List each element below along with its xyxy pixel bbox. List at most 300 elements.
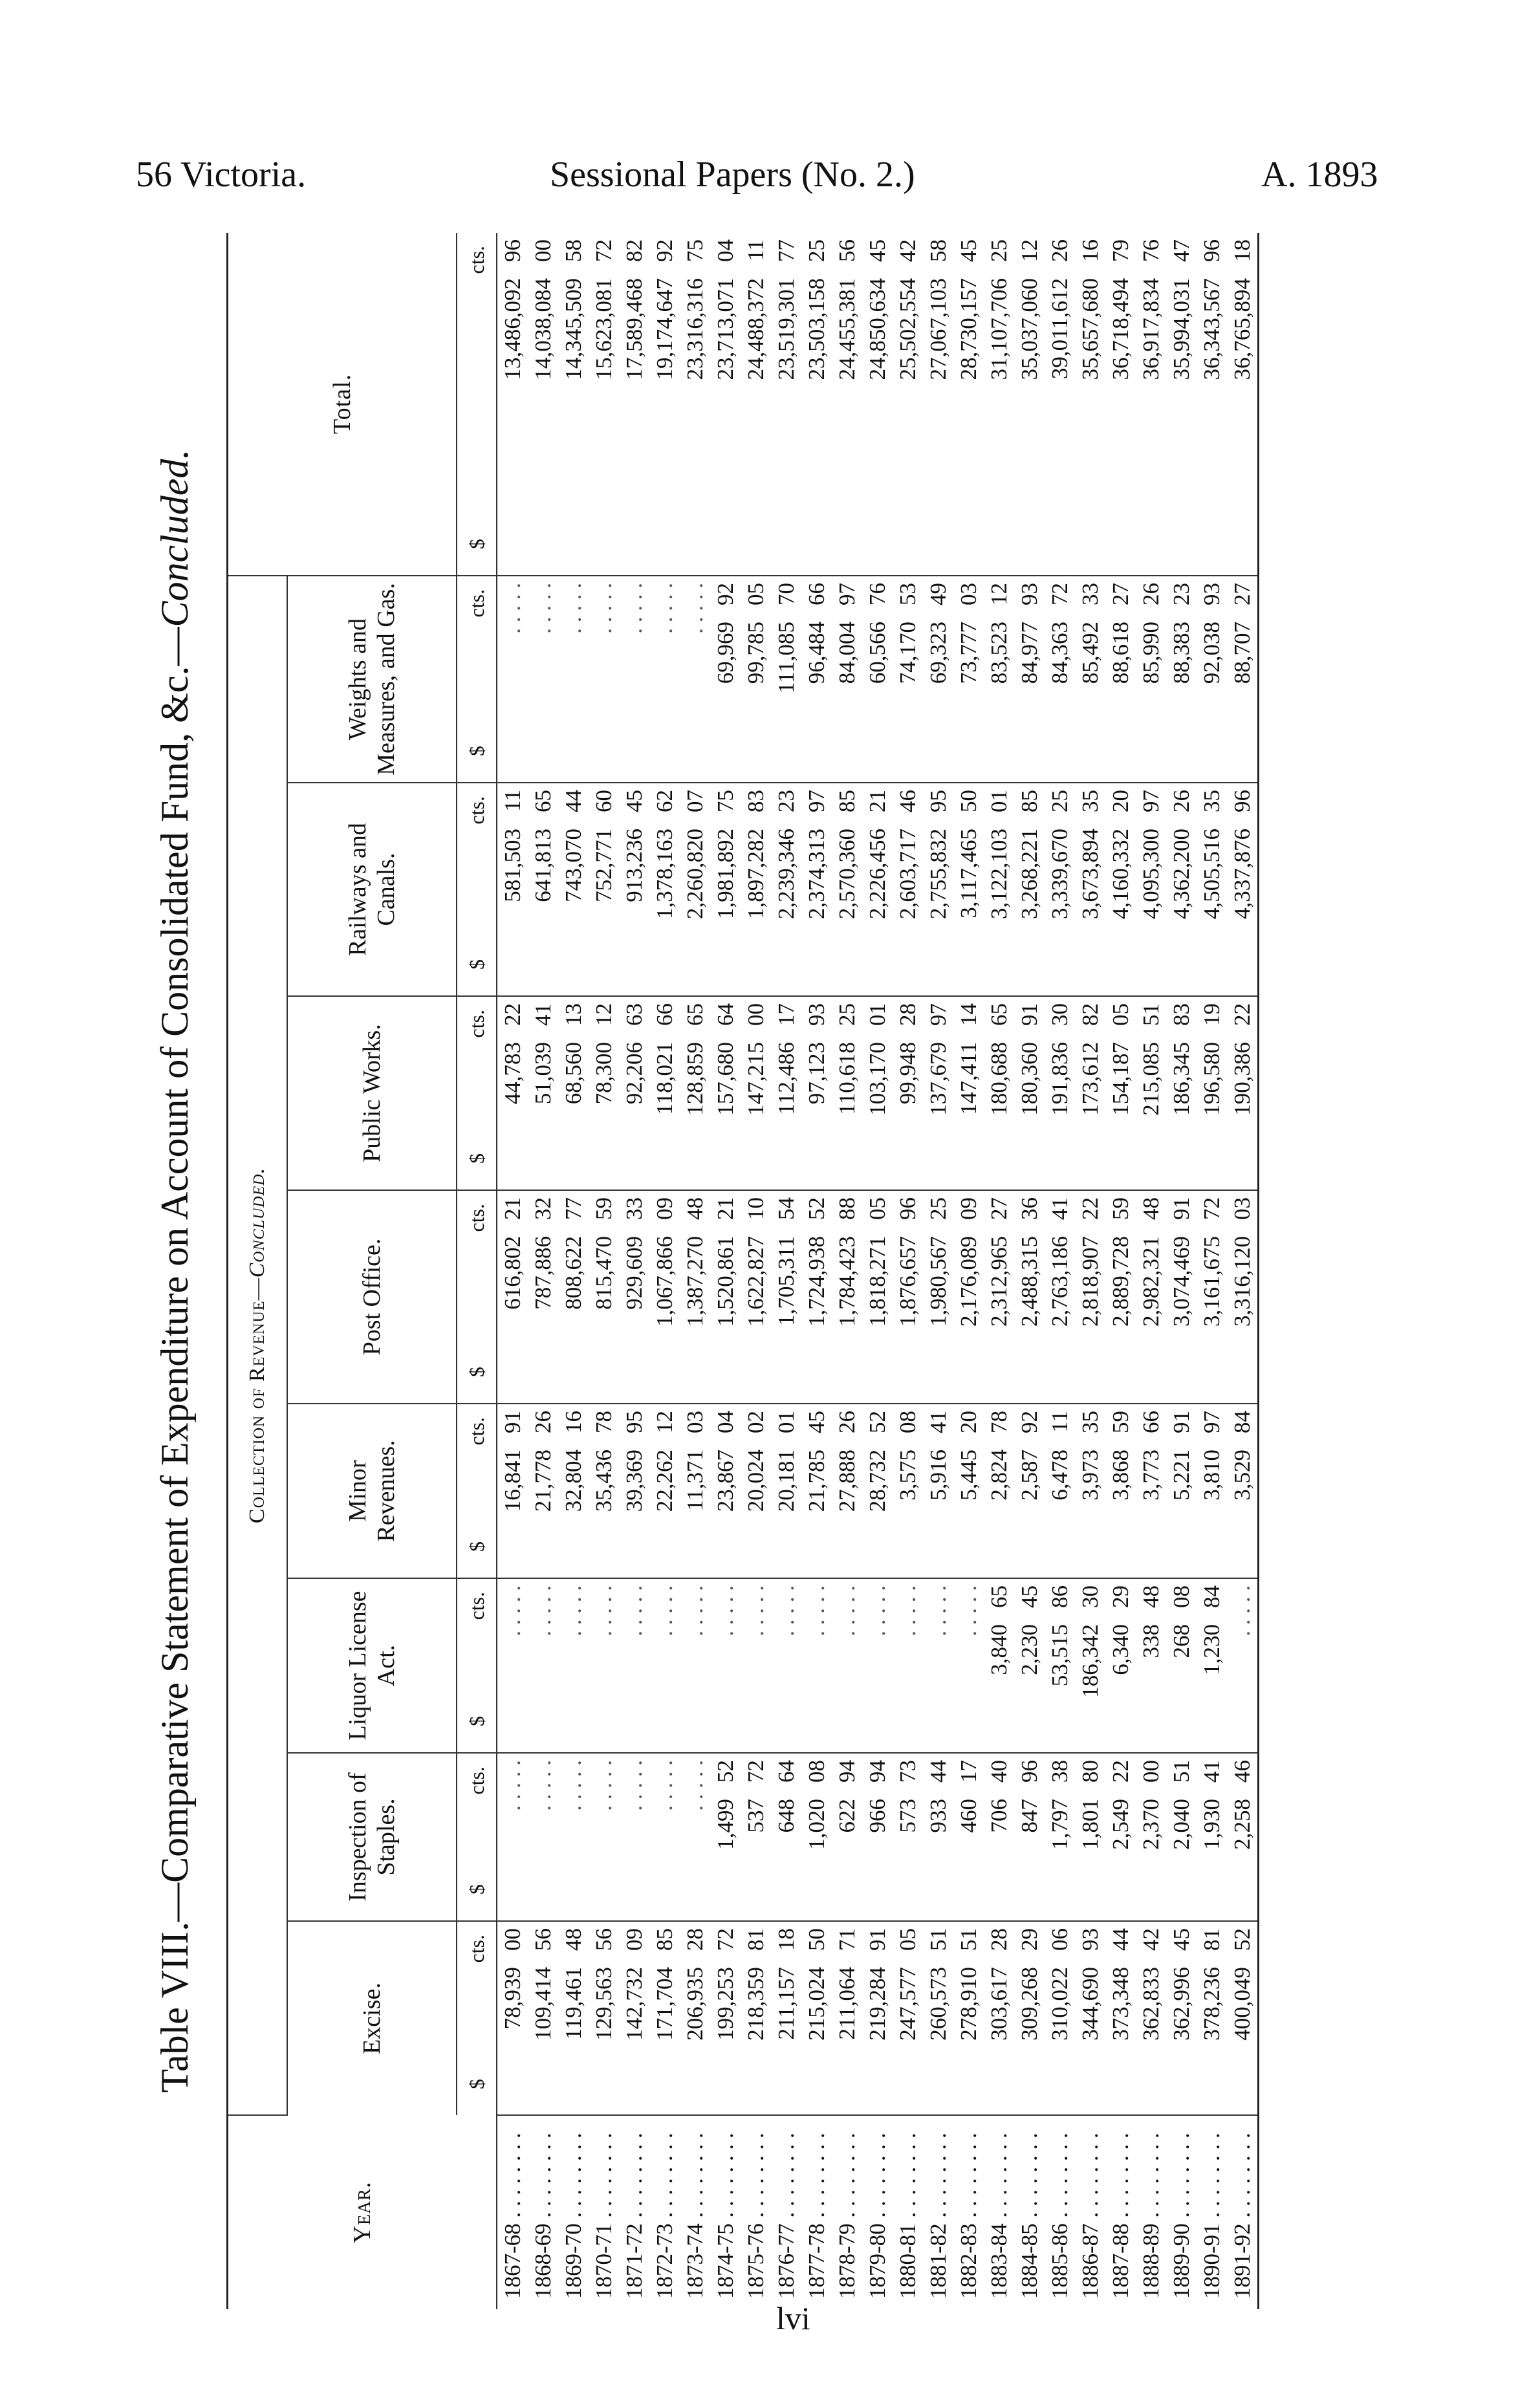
- year-cell: 1883-84 . . . . . . . .: [986, 2133, 1012, 2299]
- value-cell: 362,83342: [1136, 1921, 1166, 2115]
- table-row: [953, 233, 984, 2309]
- value-cell: 815,47059: [589, 1190, 619, 1404]
- year-cell: 1878-79 . . . . . . . .: [834, 2133, 860, 2299]
- value-cell: 20,02402: [741, 1404, 771, 1578]
- value-cell: 15,623,08172: [589, 233, 619, 576]
- value-cell: 13,486,09296: [497, 233, 528, 576]
- value-cell: 27,067,10358: [923, 233, 953, 576]
- value-cell: 3,316,12003: [1227, 1190, 1259, 1404]
- value-cell: 3,122,10301: [984, 783, 1014, 996]
- value-cell: 3,117,46550: [953, 783, 984, 996]
- year-cell: 1890-91 . . . . . . . .: [1199, 2133, 1224, 2299]
- value-cell: 929,60933: [619, 1190, 649, 1404]
- value-cell: 2,982,32148: [1136, 1190, 1166, 1404]
- value-cell: 180,36091: [1014, 996, 1045, 1190]
- value-cell: . . . . .: [649, 1753, 680, 1921]
- value-cell: 400,04952: [1227, 1921, 1259, 2115]
- value-cell: 35,037,06012: [1014, 233, 1045, 576]
- table-row: [589, 233, 619, 2309]
- year-cell: 1874-75 . . . . . . . .: [713, 2133, 738, 2299]
- header-year: A. 1893: [1261, 155, 1378, 195]
- value-cell: 3,673,89435: [1075, 783, 1105, 996]
- table-row: [1197, 233, 1227, 2309]
- value-cell: . . . . .: [649, 1578, 680, 1753]
- unit-dollar: $: [464, 746, 488, 756]
- value-cell: 2,82478: [984, 1404, 1014, 1578]
- value-cell: 142,73209: [619, 1921, 649, 2115]
- value-cell: 88,70727: [1227, 576, 1259, 783]
- value-cell: 362,99645: [1166, 1921, 1197, 2115]
- year-cell: 1879-80 . . . . . . . .: [865, 2133, 890, 2299]
- value-cell: 57373: [893, 1753, 923, 1921]
- unit-cents: cts.: [464, 1935, 488, 1963]
- value-cell: 1,80180: [1075, 1753, 1105, 1921]
- value-cell: 206,93528: [680, 1921, 710, 2115]
- value-cell: 3,77366: [1136, 1404, 1166, 1578]
- value-cell: 1,980,56725: [923, 1190, 953, 1404]
- value-cell: 378,23681: [1197, 1921, 1227, 2115]
- value-cell: 147,41114: [953, 996, 984, 1190]
- unit-cents: cts.: [464, 1010, 488, 1038]
- value-cell: 1,622,82710: [741, 1190, 771, 1404]
- value-cell: 1,49952: [710, 1753, 741, 1921]
- value-cell: 154,18705: [1105, 996, 1136, 1190]
- value-cell: 62294: [832, 1753, 862, 1921]
- value-cell: 171,70485: [649, 1921, 680, 2115]
- value-cell: 3,57508: [893, 1404, 923, 1578]
- value-cell: 4,337,87696: [1227, 783, 1259, 996]
- col-liquor-license-act: Liquor License Act.: [287, 1578, 457, 1753]
- year-cell: 1885-86 . . . . . . . .: [1047, 2133, 1072, 2299]
- value-cell: 137,67997: [923, 996, 953, 1190]
- value-cell: 1,705,31154: [771, 1190, 801, 1404]
- value-cell: 128,85965: [680, 996, 710, 1190]
- value-cell: 110,61825: [832, 996, 862, 1190]
- year-cell: 1887-88 . . . . . . . .: [1108, 2133, 1133, 2299]
- year-cell: 1889-90 . . . . . . . .: [1169, 2133, 1194, 2299]
- value-cell: 83,52312: [984, 576, 1014, 783]
- value-cell: 278,91051: [953, 1921, 984, 2115]
- value-cell: 215,02450: [801, 1921, 832, 2115]
- value-cell: 1,79738: [1045, 1753, 1075, 1921]
- value-cell: 4,505,51635: [1197, 783, 1227, 996]
- group-header-row: [228, 233, 288, 2309]
- value-cell: 2,23045: [1014, 1578, 1045, 1753]
- value-cell: 1,876,65796: [893, 1190, 923, 1404]
- header-title: Sessional Papers (No. 2.): [550, 155, 915, 195]
- value-cell: 111,08570: [771, 576, 801, 783]
- value-cell: 118,02166: [649, 996, 680, 1190]
- value-cell: 309,26829: [1014, 1921, 1045, 2115]
- value-cell: 24,455,38156: [832, 233, 862, 576]
- value-cell: 27,88826: [832, 1404, 862, 1578]
- value-cell: . . . . .: [649, 576, 680, 783]
- value-cell: . . . . .: [497, 576, 528, 783]
- table-row: [1136, 233, 1166, 2309]
- value-cell: . . . . .: [923, 1578, 953, 1753]
- table-row: [680, 233, 710, 2309]
- unit-cell: [457, 996, 497, 1190]
- value-cell: 211,15718: [771, 1921, 801, 2115]
- value-cell: 103,17001: [862, 996, 893, 1190]
- value-cell: 2,763,18641: [1045, 1190, 1075, 1404]
- value-cell: 247,57705: [893, 1921, 923, 2115]
- value-cell: 186,34230: [1075, 1578, 1105, 1753]
- value-cell: . . . . .: [832, 1578, 862, 1753]
- value-cell: 373,34844: [1105, 1921, 1136, 2115]
- value-cell: 3,339,67025: [1045, 783, 1075, 996]
- year-cell: 1881-82 . . . . . . . .: [926, 2133, 951, 2299]
- col-minor-revenues: Minor Revenues.: [287, 1404, 457, 1578]
- col-public-works: Public Works.: [287, 996, 457, 1190]
- unit-cents: cts.: [464, 796, 488, 825]
- value-cell: . . . . .: [619, 1753, 649, 1921]
- value-cell: 4,095,30097: [1136, 783, 1166, 996]
- value-cell: 211,06471: [832, 1921, 862, 2115]
- value-cell: 3,074,46991: [1166, 1190, 1197, 1404]
- value-cell: 913,23645: [619, 783, 649, 996]
- value-cell: 17,589,46882: [619, 233, 649, 576]
- value-cell: 581,50311: [497, 783, 528, 996]
- table-row: [771, 233, 801, 2309]
- value-cell: 2,226,45621: [862, 783, 893, 996]
- unit-cell: [457, 1921, 497, 2115]
- value-cell: . . . . .: [589, 576, 619, 783]
- value-cell: 96,48466: [801, 576, 832, 783]
- unit-dollar: $: [464, 1541, 488, 1552]
- unit-cell: [457, 1578, 497, 1753]
- value-cell: 1,387,27048: [680, 1190, 710, 1404]
- value-cell: 6,47811: [1045, 1404, 1075, 1578]
- year-cell: 1871-72 . . . . . . . .: [622, 2133, 647, 2299]
- value-cell: 2,04051: [1166, 1753, 1197, 1921]
- value-cell: 36,917,83476: [1136, 233, 1166, 576]
- value-cell: 24,488,37211: [741, 233, 771, 576]
- value-cell: 99,78505: [741, 576, 771, 783]
- table-row: [710, 233, 741, 2309]
- value-cell: 191,83630: [1045, 996, 1075, 1190]
- value-cell: 97,12393: [801, 996, 832, 1190]
- value-cell: 22,26212: [649, 1404, 680, 1578]
- value-cell: 31,107,70625: [984, 233, 1014, 576]
- value-cell: 1,93041: [1197, 1753, 1227, 1921]
- value-cell: . . . . .: [741, 1578, 771, 1753]
- value-cell: 28,73252: [862, 1404, 893, 1578]
- value-cell: 64864: [771, 1753, 801, 1921]
- value-cell: 39,011,61226: [1045, 233, 1075, 576]
- value-cell: 310,02206: [1045, 1921, 1075, 2115]
- table-row: [619, 233, 649, 2309]
- table-row: [893, 233, 923, 2309]
- value-cell: 344,69093: [1075, 1921, 1105, 2115]
- value-cell: 2,260,82007: [680, 783, 710, 996]
- value-cell: 36,343,56796: [1197, 233, 1227, 576]
- table-row: [1075, 233, 1105, 2309]
- year-cell: 1876-77 . . . . . . . .: [774, 2133, 799, 2299]
- value-cell: 84,97793: [1014, 576, 1045, 783]
- value-cell: 69,96992: [710, 576, 741, 783]
- value-cell: 2,570,36085: [832, 783, 862, 996]
- value-cell: 85,99026: [1136, 576, 1166, 783]
- table-row: [1105, 233, 1136, 2309]
- year-cell: 1873-74 . . . . . . . .: [682, 2133, 708, 2299]
- table-row: [1045, 233, 1075, 2309]
- value-cell: 53772: [741, 1753, 771, 1921]
- table-row: [984, 233, 1014, 2309]
- units-row: [457, 233, 497, 2309]
- table-row: [923, 233, 953, 2309]
- year-cell: 1868-69 . . . . . . . .: [530, 2133, 556, 2299]
- value-cell: . . . . .: [558, 1578, 589, 1753]
- unit-cents: cts.: [464, 1766, 488, 1795]
- value-cell: . . . . .: [710, 1578, 741, 1753]
- rotated-table-block: [136, 233, 1281, 2309]
- year-cell: 1888-89 . . . . . . . .: [1138, 2133, 1164, 2299]
- value-cell: 4,362,20026: [1166, 783, 1197, 996]
- unit-cents: cts.: [464, 589, 488, 618]
- value-cell: 84796: [1014, 1753, 1045, 1921]
- value-cell: 92,20663: [619, 996, 649, 1190]
- col-weights-and-measures: Weights and Measures, and Gas.: [287, 576, 457, 783]
- value-cell: 180,68865: [984, 996, 1014, 1190]
- value-cell: 26808: [1166, 1578, 1197, 1753]
- value-cell: 787,88632: [528, 1190, 558, 1404]
- table-row: [497, 233, 528, 2309]
- value-cell: . . . . .: [953, 1578, 984, 1753]
- value-cell: . . . . .: [862, 1578, 893, 1753]
- value-cell: . . . . .: [497, 1578, 528, 1753]
- expenditure-table: [226, 233, 1259, 2309]
- value-cell: 68,56013: [558, 996, 589, 1190]
- value-cell: 1,784,42388: [832, 1190, 862, 1404]
- value-cell: . . . . .: [619, 1578, 649, 1753]
- value-cell: 616,80221: [497, 1190, 528, 1404]
- value-cell: 5,22191: [1166, 1404, 1197, 1578]
- value-cell: 3,84065: [984, 1578, 1014, 1753]
- value-cell: 109,41456: [528, 1921, 558, 2115]
- value-cell: 190,38622: [1227, 996, 1259, 1190]
- value-cell: 2,58792: [1014, 1404, 1045, 1578]
- value-cell: 3,52984: [1227, 1404, 1259, 1578]
- value-cell: 129,56356: [589, 1921, 619, 2115]
- value-cell: 2,25846: [1227, 1753, 1259, 1921]
- value-cell: 32,80416: [558, 1404, 589, 1578]
- value-cell: 2,374,31397: [801, 783, 832, 996]
- unit-dollar: $: [464, 538, 488, 549]
- value-cell: 119,46148: [558, 1921, 589, 2115]
- value-cell: 44,78322: [497, 996, 528, 1190]
- value-cell: 157,68064: [710, 996, 741, 1190]
- value-cell: . . . . .: [497, 1753, 528, 1921]
- value-cell: 2,312,96527: [984, 1190, 1014, 1404]
- year-cell: 1882-83 . . . . . . . .: [956, 2133, 981, 2299]
- col-excise: Excise.: [287, 1921, 457, 2115]
- year-cell: 1880-81 . . . . . . . .: [895, 2133, 920, 2299]
- unit-cell: [457, 1753, 497, 1921]
- year-cell: 1875-76 . . . . . . . .: [743, 2133, 768, 2299]
- value-cell: 1,818,27105: [862, 1190, 893, 1404]
- value-cell: 3,268,22185: [1014, 783, 1045, 996]
- value-cell: 23,503,15825: [801, 233, 832, 576]
- value-cell: 78,30012: [589, 996, 619, 1190]
- value-cell: 14,345,50958: [558, 233, 589, 576]
- value-cell: 35,994,03147: [1166, 233, 1197, 576]
- value-cell: 93344: [923, 1753, 953, 1921]
- value-cell: 3,97335: [1075, 1404, 1105, 1578]
- value-cell: . . . . .: [680, 576, 710, 783]
- value-cell: 70640: [984, 1753, 1014, 1921]
- unit-cell: [457, 233, 497, 576]
- value-cell: . . . . .: [893, 1578, 923, 1753]
- value-cell: 35,657,68016: [1075, 233, 1105, 576]
- unit-cents: cts.: [464, 1592, 488, 1620]
- value-cell: 1,897,28283: [741, 783, 771, 996]
- value-cell: 11,37103: [680, 1404, 710, 1578]
- value-cell: 36,765,89418: [1227, 233, 1259, 576]
- value-cell: 3,86859: [1105, 1404, 1136, 1578]
- collection-of-revenue-header: Collection of Revenue—Concluded.: [228, 576, 288, 2115]
- value-cell: 219,28491: [862, 1921, 893, 2115]
- value-cell: 36,718,49479: [1105, 233, 1136, 576]
- value-cell: . . . . .: [619, 576, 649, 783]
- value-cell: 39,36995: [619, 1404, 649, 1578]
- value-cell: 6,34029: [1105, 1578, 1136, 1753]
- table-row: [558, 233, 589, 2309]
- table-body: [497, 233, 1259, 2309]
- value-cell: 23,86704: [710, 1404, 741, 1578]
- value-cell: 96694: [862, 1753, 893, 1921]
- year-cell: 1867-68 . . . . . . . .: [500, 2133, 525, 2299]
- value-cell: 4,160,33220: [1105, 783, 1136, 996]
- total-header: Total.: [228, 233, 457, 576]
- year-cell: 1872-73 . . . . . . . .: [652, 2133, 677, 2299]
- value-cell: . . . . .: [680, 1578, 710, 1753]
- value-cell: . . . . .: [801, 1578, 832, 1753]
- value-cell: 3,161,67572: [1197, 1190, 1227, 1404]
- unit-dollar: $: [464, 1884, 488, 1895]
- value-cell: 23,519,30177: [771, 233, 801, 576]
- header-session: 56 Victoria.: [136, 155, 307, 195]
- table-title-suffix: Concluded.: [153, 449, 196, 627]
- value-cell: 1,724,93852: [801, 1190, 832, 1404]
- value-cell: 60,56676: [862, 576, 893, 783]
- value-cell: 23,713,07104: [710, 233, 741, 576]
- value-cell: 19,174,64792: [649, 233, 680, 576]
- value-cell: 218,35981: [741, 1921, 771, 2115]
- value-cell: 14,038,08400: [528, 233, 558, 576]
- value-cell: 85,49233: [1075, 576, 1105, 783]
- value-cell: . . . . .: [680, 1753, 710, 1921]
- value-cell: 2,889,72859: [1105, 1190, 1136, 1404]
- value-cell: 24,850,63445: [862, 233, 893, 576]
- value-cell: 2,755,83295: [923, 783, 953, 996]
- value-cell: 84,36372: [1045, 576, 1075, 783]
- revenue-table: [226, 233, 1259, 2309]
- unit-cents: cts.: [464, 1417, 488, 1446]
- table-row: [832, 233, 862, 2309]
- unit-cell: [457, 783, 497, 996]
- year-cell: 1877-78 . . . . . . . .: [804, 2133, 829, 2299]
- value-cell: . . . . .: [528, 1578, 558, 1753]
- value-cell: 3,81097: [1197, 1404, 1227, 1578]
- year-cell: 1869-70 . . . . . . . .: [561, 2133, 586, 2299]
- table-title: [136, 233, 213, 2309]
- value-cell: 21,78545: [801, 1404, 832, 1578]
- table-row: [1014, 233, 1045, 2309]
- table-row: [862, 233, 893, 2309]
- value-cell: . . . . .: [558, 1753, 589, 1921]
- page-header: [0, 154, 1540, 206]
- value-cell: 33848: [1136, 1578, 1166, 1753]
- value-cell: 196,58019: [1197, 996, 1227, 1190]
- value-cell: 2,239,34623: [771, 783, 801, 996]
- value-cell: 147,21500: [741, 996, 771, 1190]
- value-cell: 2,603,71746: [893, 783, 923, 996]
- unit-dollar: $: [464, 1367, 488, 1377]
- col-post-office: Post Office.: [287, 1190, 457, 1404]
- table-row: [528, 233, 558, 2309]
- value-cell: 260,57351: [923, 1921, 953, 2115]
- value-cell: 2,37000: [1136, 1753, 1166, 1921]
- value-cell: 28,730,15745: [953, 233, 984, 576]
- value-cell: 303,61728: [984, 1921, 1014, 2115]
- value-cell: . . . . .: [771, 1578, 801, 1753]
- value-cell: 20,18101: [771, 1404, 801, 1578]
- value-cell: . . . . .: [589, 1753, 619, 1921]
- year-cell: 1870-71 . . . . . . . .: [591, 2133, 616, 2299]
- value-cell: 2,488,31536: [1014, 1190, 1045, 1404]
- unit-dollar: $: [464, 959, 488, 970]
- value-cell: 743,07044: [558, 783, 589, 996]
- value-cell: 1,067,86609: [649, 1190, 680, 1404]
- value-cell: 88,38323: [1166, 576, 1197, 783]
- value-cell: 69,32349: [923, 576, 953, 783]
- value-cell: 74,17053: [893, 576, 923, 783]
- value-cell: 2,54922: [1105, 1753, 1136, 1921]
- value-cell: . . . . .: [528, 1753, 558, 1921]
- value-cell: 53,51586: [1045, 1578, 1075, 1753]
- value-cell: 1,02008: [801, 1753, 832, 1921]
- value-cell: 84,00497: [832, 576, 862, 783]
- table-row: [649, 233, 680, 2309]
- year-cell: 1884-85 . . . . . . . .: [1017, 2133, 1042, 2299]
- value-cell: . . . . .: [1227, 1578, 1259, 1753]
- value-cell: 1,520,86121: [710, 1190, 741, 1404]
- value-cell: 752,77160: [589, 783, 619, 996]
- col-inspection-of-staples: Inspection of Staples.: [287, 1753, 457, 1921]
- col-railways-and-canals: Railways and Canals.: [287, 783, 457, 996]
- table-row: [801, 233, 832, 2309]
- table-row: [741, 233, 771, 2309]
- table-row: [1227, 233, 1259, 2309]
- value-cell: 78,93900: [497, 1921, 528, 2115]
- unit-cell: [457, 1404, 497, 1578]
- unit-dollar: $: [464, 2079, 488, 2089]
- value-cell: 5,44520: [953, 1404, 984, 1578]
- value-cell: 25,502,55442: [893, 233, 923, 576]
- table-title-main: Table VIII.—Comparative Statement of Expenditure on Account of Consolidated Fund, &c.—: [153, 627, 196, 2093]
- value-cell: 73,77703: [953, 576, 984, 783]
- value-cell: 1,378,16362: [649, 783, 680, 996]
- value-cell: 88,61827: [1105, 576, 1136, 783]
- value-cell: 641,81365: [528, 783, 558, 996]
- value-cell: 16,84191: [497, 1404, 528, 1578]
- unit-cents: cts.: [464, 1204, 488, 1232]
- value-cell: 199,25372: [710, 1921, 741, 2115]
- year-cell: 1891-92 . . . . . . . .: [1230, 2133, 1255, 2299]
- value-cell: . . . . .: [589, 1578, 619, 1753]
- value-cell: 173,61282: [1075, 996, 1105, 1190]
